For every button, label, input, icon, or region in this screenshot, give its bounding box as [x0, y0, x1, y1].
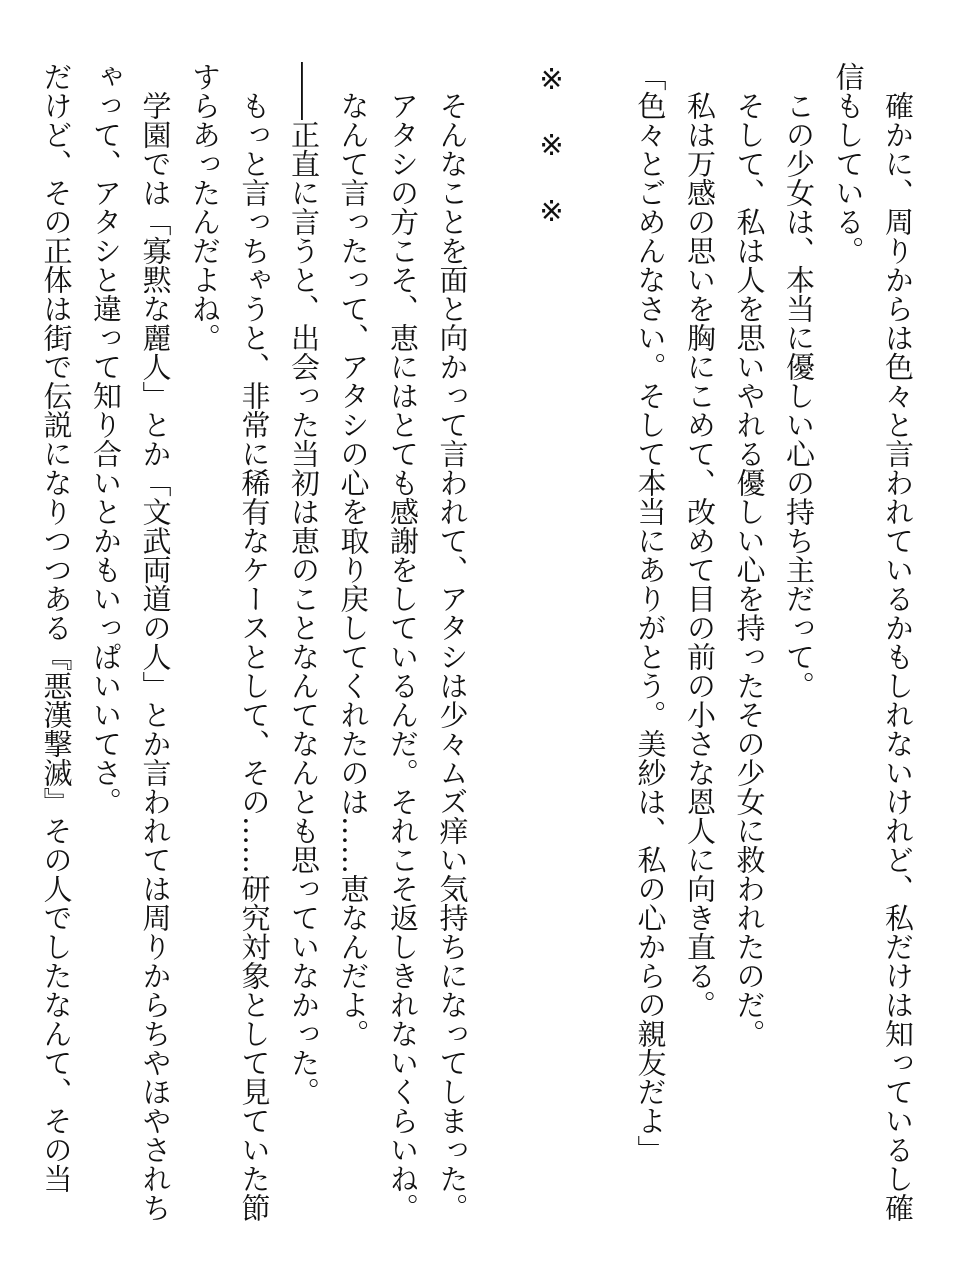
paragraph: そして、私は人を思いやれる優しい心を持ったその少女に救われたのだ。 [732, 91, 767, 1048]
blank-line [477, 62, 527, 1242]
paragraph: 確かに、周りからは色々と言われているかもしれないけれど、私だけは知っているし確信もしている。 [831, 62, 915, 1222]
divider-mark: ※ [534, 62, 569, 96]
paragraph: もっと言っちゃうと、非常に稀有なケースとして、その……研究対象として見ていた節すらあったんだよね。 [188, 62, 272, 1222]
paragraph: アタシの方こそ、恵にはとても感謝をしているんだ。それこそ返しきれないくらいね。 [386, 91, 420, 1222]
vertical-text-page [32, 62, 922, 1242]
paragraph: だけど、その正体は街で伝説になりつつある『悪漢撃滅』その人でしたなんて、その当 [39, 62, 74, 1193]
blank-line [576, 62, 626, 1242]
paragraph: そんなことを面と向かって言われて、アタシは少々ムズ痒い気持ちになってしまった。 [435, 91, 470, 1222]
paragraph: 学園では「寡黙な麗人」とか「文武両道の人」とか言われては周りからちやほやされちゃって、アタシと違って知り合いとかもいっぱいいてさ。 [89, 62, 173, 1222]
dialogue-paragraph: 「色々とごめんなさい。そして本当にありがとう。美紗は、私の心からの親友だよ」 [633, 62, 668, 1164]
paragraph: なんて言ったって、アタシの心を取り戻してくれたのは……恵なんだよ。 [336, 91, 371, 1048]
paragraph: ――正直に言うと、出会った当初は恵のことなんてなんとも思っていなかった。 [287, 62, 321, 1106]
divider-mark: ※ [534, 193, 569, 228]
divider-mark: ※ [534, 127, 569, 162]
section-divider [526, 62, 576, 1242]
paragraph: 私は万感の思いを胸にこめて、改めて目の前の小さな恩人に向き直る。 [683, 91, 717, 1019]
paragraph: この少女は、本当に優しい心の持ち主だって。 [782, 91, 816, 700]
